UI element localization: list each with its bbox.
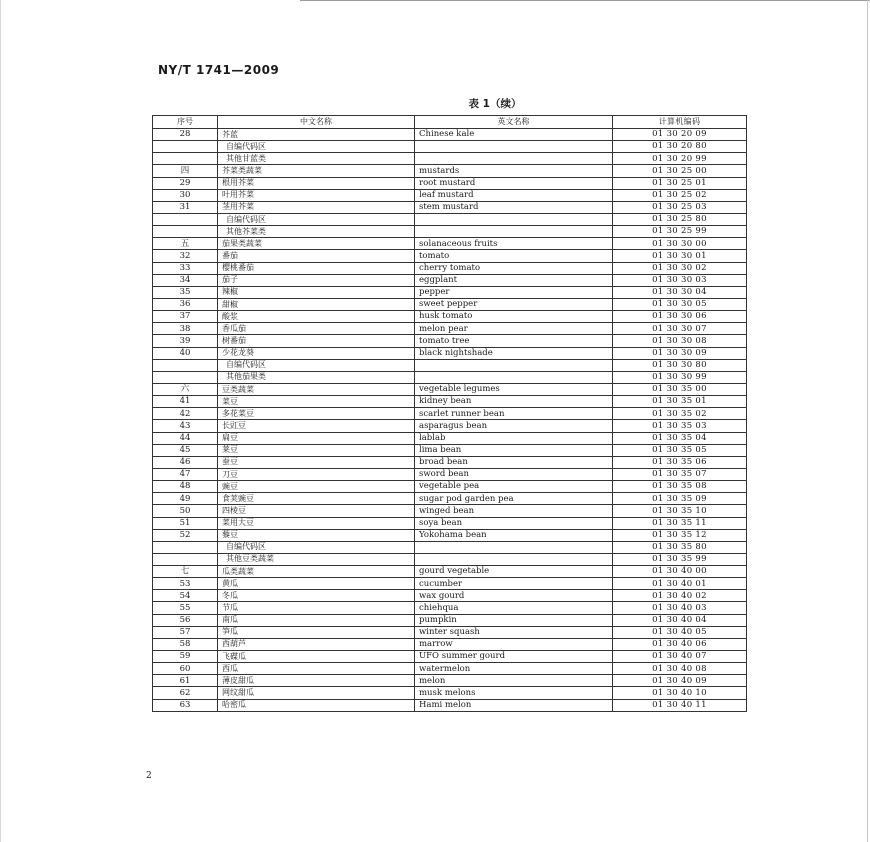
cell-chinese-name: 辣椒 bbox=[218, 286, 415, 298]
table-row bbox=[153, 335, 747, 347]
cell-computer-code: 01 30 25 02 bbox=[613, 189, 747, 201]
cell-serial: 32 bbox=[153, 250, 218, 262]
cell-serial: 55 bbox=[153, 602, 218, 614]
cell-serial: 29 bbox=[153, 177, 218, 189]
cell-computer-code: 01 30 40 06 bbox=[613, 638, 747, 650]
table-row bbox=[153, 165, 747, 177]
cell-computer-code: 01 30 30 04 bbox=[613, 286, 747, 298]
cell-english-name: cherry tomato bbox=[415, 262, 613, 274]
cell-english-name: eggplant bbox=[415, 274, 613, 286]
cell-computer-code: 01 30 35 06 bbox=[613, 456, 747, 468]
cell-chinese-name: 菜用大豆 bbox=[218, 517, 415, 529]
cell-english-name: scarlet runner bean bbox=[415, 408, 613, 420]
cell-computer-code: 01 30 40 03 bbox=[613, 602, 747, 614]
table-row bbox=[153, 481, 747, 493]
cell-computer-code: 01 30 25 99 bbox=[613, 226, 747, 238]
cell-computer-code: 01 30 40 07 bbox=[613, 651, 747, 663]
table-row bbox=[153, 553, 747, 565]
table-row bbox=[153, 238, 747, 250]
cell-chinese-name: 莱豆 bbox=[218, 444, 415, 456]
cell-computer-code: 01 30 25 80 bbox=[613, 213, 747, 225]
table-row bbox=[153, 420, 747, 432]
cell-computer-code: 01 30 35 08 bbox=[613, 481, 747, 493]
cell-serial: 34 bbox=[153, 274, 218, 286]
cell-english-name: sword bean bbox=[415, 468, 613, 480]
table-row bbox=[153, 286, 747, 298]
cell-serial: 54 bbox=[153, 590, 218, 602]
cell-chinese-name: 刀豆 bbox=[218, 468, 415, 480]
cell-computer-code: 01 30 35 12 bbox=[613, 529, 747, 541]
cell-chinese-name: 黄瓜 bbox=[218, 578, 415, 590]
cell-computer-code: 01 30 40 05 bbox=[613, 626, 747, 638]
cell-english-name: broad bean bbox=[415, 456, 613, 468]
cell-english-name: cucumber bbox=[415, 578, 613, 590]
table-row bbox=[153, 663, 747, 675]
cell-computer-code: 01 30 30 99 bbox=[613, 371, 747, 383]
cell-english-name: Hami melon bbox=[415, 699, 613, 711]
cell-computer-code: 01 30 30 05 bbox=[613, 298, 747, 310]
cell-chinese-name: 自编代码区 bbox=[218, 541, 415, 553]
cell-english-name: vegetable legumes bbox=[415, 383, 613, 395]
cell-computer-code: 01 30 20 09 bbox=[613, 129, 747, 141]
table-row bbox=[153, 541, 747, 553]
cell-computer-code: 01 30 25 00 bbox=[613, 165, 747, 177]
cell-chinese-name: 网纹甜瓜 bbox=[218, 687, 415, 699]
cell-chinese-name: 其他茄果类 bbox=[218, 371, 415, 383]
cell-serial: 52 bbox=[153, 529, 218, 541]
cell-serial: 39 bbox=[153, 335, 218, 347]
cell-computer-code: 01 30 40 08 bbox=[613, 663, 747, 675]
page-edge-top bbox=[300, 0, 870, 1]
cell-serial: 42 bbox=[153, 408, 218, 420]
cell-serial: 56 bbox=[153, 614, 218, 626]
cell-english-name bbox=[415, 553, 613, 565]
cell-serial: 58 bbox=[153, 638, 218, 650]
table-row bbox=[153, 687, 747, 699]
table-row bbox=[153, 578, 747, 590]
cell-serial: 36 bbox=[153, 298, 218, 310]
cell-english-name bbox=[415, 213, 613, 225]
cell-english-name: solanaceous fruits bbox=[415, 238, 613, 250]
table-row bbox=[153, 153, 747, 165]
cell-computer-code: 01 30 20 80 bbox=[613, 141, 747, 153]
cell-computer-code: 01 30 30 03 bbox=[613, 274, 747, 286]
cell-chinese-name: 扁豆 bbox=[218, 432, 415, 444]
cell-english-name: winged bean bbox=[415, 505, 613, 517]
table-row bbox=[153, 408, 747, 420]
table-row bbox=[153, 651, 747, 663]
cell-serial: 五 bbox=[153, 238, 218, 250]
cell-serial: 七 bbox=[153, 566, 218, 578]
cell-english-name: marrow bbox=[415, 638, 613, 650]
table-row bbox=[153, 383, 747, 395]
table-row bbox=[153, 262, 747, 274]
cell-english-name: melon pear bbox=[415, 323, 613, 335]
cell-english-name: sweet pepper bbox=[415, 298, 613, 310]
table-row bbox=[153, 614, 747, 626]
cell-computer-code: 01 30 25 01 bbox=[613, 177, 747, 189]
cell-chinese-name: 番茄 bbox=[218, 250, 415, 262]
cell-computer-code: 01 30 35 01 bbox=[613, 396, 747, 408]
table-row bbox=[153, 201, 747, 213]
cell-computer-code: 01 30 40 00 bbox=[613, 566, 747, 578]
cell-serial: 37 bbox=[153, 311, 218, 323]
table-row bbox=[153, 456, 747, 468]
table-row bbox=[153, 699, 747, 711]
cell-english-name: black nightshade bbox=[415, 347, 613, 359]
cell-chinese-name: 豆类蔬菜 bbox=[218, 383, 415, 395]
cell-serial: 62 bbox=[153, 687, 218, 699]
cell-computer-code: 01 30 40 09 bbox=[613, 675, 747, 687]
cell-english-name bbox=[415, 153, 613, 165]
cell-chinese-name: 自编代码区 bbox=[218, 141, 415, 153]
cell-chinese-name: 菜豆 bbox=[218, 396, 415, 408]
cell-english-name: asparagus bean bbox=[415, 420, 613, 432]
cell-chinese-name: 茄果类蔬菜 bbox=[218, 238, 415, 250]
table-row bbox=[153, 566, 747, 578]
cell-chinese-name: 豌豆 bbox=[218, 481, 415, 493]
table-body bbox=[153, 129, 747, 712]
cell-serial: 47 bbox=[153, 468, 218, 480]
cell-computer-code: 01 30 35 09 bbox=[613, 493, 747, 505]
table-row bbox=[153, 226, 747, 238]
table-row bbox=[153, 274, 747, 286]
table-row bbox=[153, 468, 747, 480]
cell-computer-code: 01 30 35 10 bbox=[613, 505, 747, 517]
cell-chinese-name: 瓜类蔬菜 bbox=[218, 566, 415, 578]
column-header-serial: 序号 bbox=[153, 116, 218, 129]
cell-computer-code: 01 30 35 02 bbox=[613, 408, 747, 420]
cell-english-name: leaf mustard bbox=[415, 189, 613, 201]
cell-chinese-name: 多花菜豆 bbox=[218, 408, 415, 420]
cell-chinese-name: 树番茄 bbox=[218, 335, 415, 347]
cell-computer-code: 01 30 30 09 bbox=[613, 347, 747, 359]
vegetable-code-table bbox=[152, 115, 747, 712]
cell-computer-code: 01 30 35 03 bbox=[613, 420, 747, 432]
cell-serial: 43 bbox=[153, 420, 218, 432]
cell-english-name: melon bbox=[415, 675, 613, 687]
cell-english-name: vegetable pea bbox=[415, 481, 613, 493]
page-edge-right bbox=[867, 0, 868, 842]
cell-chinese-name: 芥蓝 bbox=[218, 129, 415, 141]
cell-computer-code: 01 30 30 80 bbox=[613, 359, 747, 371]
cell-chinese-name: 其他甘蓝类 bbox=[218, 153, 415, 165]
cell-chinese-name: 其他芥菜类 bbox=[218, 226, 415, 238]
cell-computer-code: 01 30 35 07 bbox=[613, 468, 747, 480]
cell-english-name: kidney bean bbox=[415, 396, 613, 408]
cell-computer-code: 01 30 30 06 bbox=[613, 311, 747, 323]
cell-chinese-name: 薄皮甜瓜 bbox=[218, 675, 415, 687]
cell-english-name: pepper bbox=[415, 286, 613, 298]
cell-chinese-name: 四棱豆 bbox=[218, 505, 415, 517]
table-row bbox=[153, 311, 747, 323]
page-edge-left bbox=[0, 0, 1, 842]
table-row bbox=[153, 347, 747, 359]
cell-english-name: chiehqua bbox=[415, 602, 613, 614]
cell-chinese-name: 藜豆 bbox=[218, 529, 415, 541]
cell-computer-code: 01 30 25 03 bbox=[613, 201, 747, 213]
cell-serial bbox=[153, 213, 218, 225]
cell-english-name: gourd vegetable bbox=[415, 566, 613, 578]
cell-english-name: lablab bbox=[415, 432, 613, 444]
cell-serial bbox=[153, 226, 218, 238]
cell-computer-code: 01 30 40 04 bbox=[613, 614, 747, 626]
table-row bbox=[153, 590, 747, 602]
cell-chinese-name: 西瓜 bbox=[218, 663, 415, 675]
cell-english-name: stem mustard bbox=[415, 201, 613, 213]
cell-computer-code: 01 30 30 00 bbox=[613, 238, 747, 250]
table-row bbox=[153, 213, 747, 225]
cell-serial: 28 bbox=[153, 129, 218, 141]
cell-computer-code: 01 30 40 02 bbox=[613, 590, 747, 602]
cell-serial: 33 bbox=[153, 262, 218, 274]
cell-serial: 53 bbox=[153, 578, 218, 590]
cell-serial: 35 bbox=[153, 286, 218, 298]
cell-english-name: soya bean bbox=[415, 517, 613, 529]
cell-serial: 41 bbox=[153, 396, 218, 408]
cell-english-name: mustards bbox=[415, 165, 613, 177]
table-row bbox=[153, 675, 747, 687]
cell-serial: 30 bbox=[153, 189, 218, 201]
cell-computer-code: 01 30 30 01 bbox=[613, 250, 747, 262]
cell-chinese-name: 樱桃番茄 bbox=[218, 262, 415, 274]
cell-serial bbox=[153, 541, 218, 553]
table-row bbox=[153, 602, 747, 614]
cell-computer-code: 01 30 40 11 bbox=[613, 699, 747, 711]
cell-chinese-name: 飞碟瓜 bbox=[218, 651, 415, 663]
cell-serial bbox=[153, 553, 218, 565]
cell-english-name: lima bean bbox=[415, 444, 613, 456]
column-header-chinese-name: 中文名称 bbox=[218, 116, 415, 129]
cell-computer-code: 01 30 35 05 bbox=[613, 444, 747, 456]
cell-chinese-name: 根用芥菜 bbox=[218, 177, 415, 189]
cell-chinese-name: 其他豆类蔬菜 bbox=[218, 553, 415, 565]
cell-english-name bbox=[415, 359, 613, 371]
table-row bbox=[153, 250, 747, 262]
cell-chinese-name: 食荚豌豆 bbox=[218, 493, 415, 505]
cell-chinese-name: 叶用芥菜 bbox=[218, 189, 415, 201]
cell-serial: 51 bbox=[153, 517, 218, 529]
cell-chinese-name: 长豇豆 bbox=[218, 420, 415, 432]
table-row bbox=[153, 177, 747, 189]
table-row bbox=[153, 298, 747, 310]
cell-serial: 40 bbox=[153, 347, 218, 359]
cell-english-name: pumpkin bbox=[415, 614, 613, 626]
cell-computer-code: 01 30 35 04 bbox=[613, 432, 747, 444]
cell-english-name: watermelon bbox=[415, 663, 613, 675]
cell-serial bbox=[153, 359, 218, 371]
cell-serial: 四 bbox=[153, 165, 218, 177]
cell-english-name bbox=[415, 541, 613, 553]
cell-serial: 60 bbox=[153, 663, 218, 675]
cell-chinese-name: 芥菜类蔬菜 bbox=[218, 165, 415, 177]
cell-serial: 46 bbox=[153, 456, 218, 468]
cell-computer-code: 01 30 30 07 bbox=[613, 323, 747, 335]
cell-chinese-name: 甜椒 bbox=[218, 298, 415, 310]
cell-english-name: root mustard bbox=[415, 177, 613, 189]
table-row bbox=[153, 444, 747, 456]
cell-serial: 61 bbox=[153, 675, 218, 687]
table-row bbox=[153, 517, 747, 529]
cell-chinese-name: 茎用芥菜 bbox=[218, 201, 415, 213]
table-row bbox=[153, 638, 747, 650]
cell-english-name bbox=[415, 371, 613, 383]
cell-serial: 38 bbox=[153, 323, 218, 335]
cell-computer-code: 01 30 35 00 bbox=[613, 383, 747, 395]
table-row bbox=[153, 129, 747, 141]
cell-chinese-name: 酸浆 bbox=[218, 311, 415, 323]
cell-english-name: wax gourd bbox=[415, 590, 613, 602]
cell-chinese-name: 茄子 bbox=[218, 274, 415, 286]
table-row bbox=[153, 323, 747, 335]
table-row bbox=[153, 529, 747, 541]
cell-serial: 31 bbox=[153, 201, 218, 213]
cell-chinese-name: 自编代码区 bbox=[218, 359, 415, 371]
table-row bbox=[153, 141, 747, 153]
cell-serial: 57 bbox=[153, 626, 218, 638]
cell-chinese-name: 冬瓜 bbox=[218, 590, 415, 602]
cell-english-name: musk melons bbox=[415, 687, 613, 699]
cell-serial bbox=[153, 371, 218, 383]
cell-computer-code: 01 30 35 99 bbox=[613, 553, 747, 565]
column-header-english-name: 英文名称 bbox=[415, 116, 613, 129]
cell-computer-code: 01 30 35 80 bbox=[613, 541, 747, 553]
cell-serial: 44 bbox=[153, 432, 218, 444]
table-row bbox=[153, 626, 747, 638]
cell-computer-code: 01 30 40 10 bbox=[613, 687, 747, 699]
table-row bbox=[153, 371, 747, 383]
cell-chinese-name: 西葫芦 bbox=[218, 638, 415, 650]
table-row bbox=[153, 493, 747, 505]
standard-number: NY/T 1741—2009 bbox=[158, 63, 280, 77]
cell-computer-code: 01 30 30 02 bbox=[613, 262, 747, 274]
cell-chinese-name: 少花龙葵 bbox=[218, 347, 415, 359]
cell-english-name bbox=[415, 141, 613, 153]
table-row bbox=[153, 505, 747, 517]
table-caption: 表 1（续） bbox=[468, 98, 522, 110]
cell-serial bbox=[153, 141, 218, 153]
cell-english-name: tomato tree bbox=[415, 335, 613, 347]
cell-computer-code: 01 30 30 08 bbox=[613, 335, 747, 347]
column-header-computer-code: 计算机编码 bbox=[613, 116, 747, 129]
cell-english-name: winter squash bbox=[415, 626, 613, 638]
cell-serial bbox=[153, 153, 218, 165]
table-header-row bbox=[153, 116, 747, 129]
cell-computer-code: 01 30 20 99 bbox=[613, 153, 747, 165]
cell-chinese-name: 蚕豆 bbox=[218, 456, 415, 468]
cell-english-name: UFO summer gourd bbox=[415, 651, 613, 663]
cell-chinese-name: 节瓜 bbox=[218, 602, 415, 614]
cell-serial: 50 bbox=[153, 505, 218, 517]
cell-serial: 45 bbox=[153, 444, 218, 456]
cell-serial: 49 bbox=[153, 493, 218, 505]
cell-serial: 48 bbox=[153, 481, 218, 493]
table-row bbox=[153, 359, 747, 371]
cell-computer-code: 01 30 35 11 bbox=[613, 517, 747, 529]
cell-english-name: Yokohama bean bbox=[415, 529, 613, 541]
cell-serial: 63 bbox=[153, 699, 218, 711]
table-row bbox=[153, 432, 747, 444]
cell-computer-code: 01 30 40 01 bbox=[613, 578, 747, 590]
cell-serial: 59 bbox=[153, 651, 218, 663]
cell-english-name: Chinese kale bbox=[415, 129, 613, 141]
cell-chinese-name: 哈密瓜 bbox=[218, 699, 415, 711]
cell-chinese-name: 香瓜茄 bbox=[218, 323, 415, 335]
cell-english-name: tomato bbox=[415, 250, 613, 262]
table-row bbox=[153, 189, 747, 201]
page-number: 2 bbox=[146, 771, 152, 781]
cell-chinese-name: 自编代码区 bbox=[218, 213, 415, 225]
table-row bbox=[153, 396, 747, 408]
cell-english-name: sugar pod garden pea bbox=[415, 493, 613, 505]
cell-english-name: husk tomato bbox=[415, 311, 613, 323]
cell-chinese-name: 笋瓜 bbox=[218, 626, 415, 638]
cell-chinese-name: 南瓜 bbox=[218, 614, 415, 626]
cell-serial: 六 bbox=[153, 383, 218, 395]
cell-english-name bbox=[415, 226, 613, 238]
